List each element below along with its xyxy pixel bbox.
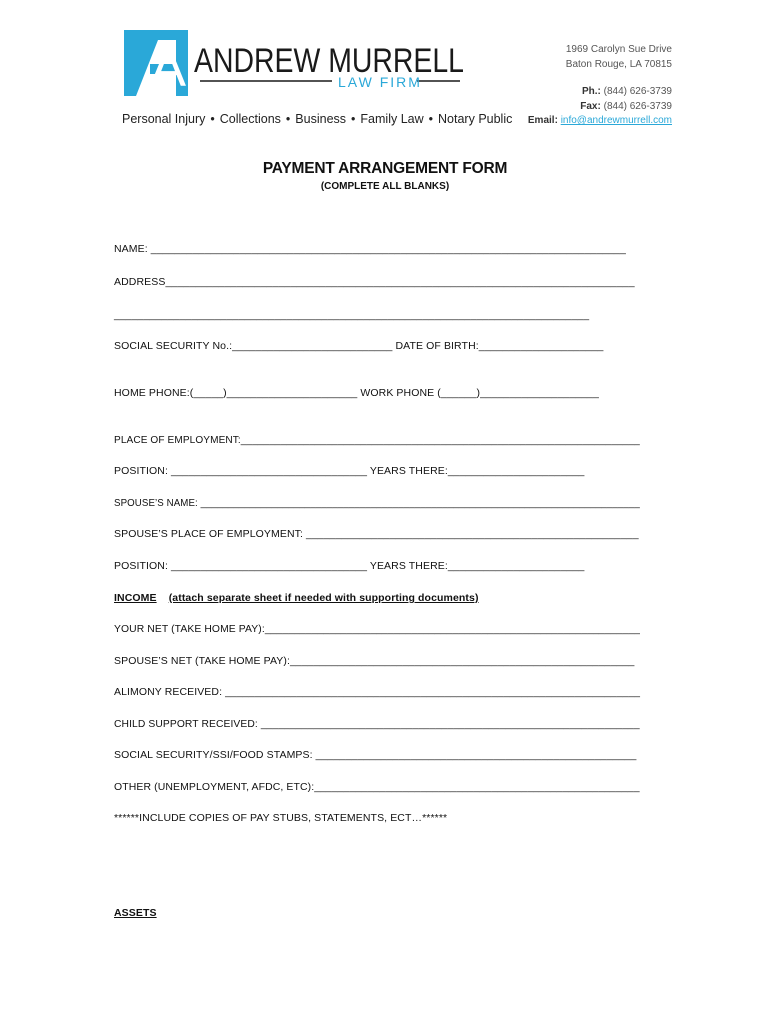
phone-label: Ph.: bbox=[581, 86, 601, 97]
phone-row bbox=[528, 85, 672, 100]
phone-value: (844) 626-3739 bbox=[603, 86, 672, 97]
bullet-icon: • bbox=[285, 112, 291, 126]
spouse-net-field[interactable]: SPOUSE’S NET (TAKE HOME PAY):__________________________________________________________ bbox=[114, 655, 635, 667]
employment-field[interactable]: PLACE OF EMPLOYMENT:______________________________________________________________________ bbox=[114, 434, 640, 446]
email-row bbox=[528, 114, 672, 129]
fax-value: (844) 626-3739 bbox=[603, 100, 672, 112]
logo-name: ANDREW MURRELL bbox=[194, 42, 464, 80]
phones-field[interactable]: HOME PHONE:(_____)______________________ WORK PHONE (______)____________________ bbox=[114, 387, 599, 399]
practice-area: Business bbox=[295, 112, 347, 126]
include-note: ******INCLUDE COPIES OF PAY STUBS, STATEMENTS, ECT…****** bbox=[114, 812, 448, 824]
bullet-icon: • bbox=[351, 112, 356, 126]
ssn-dob-field[interactable]: SOCIAL SECURITY No.:___________________________ DATE OF BIRTH:_____________________ bbox=[114, 340, 604, 352]
contact-block bbox=[528, 43, 672, 129]
spouse-employment-field[interactable]: SPOUSE’S PLACE OF EMPLOYMENT: ________________________________________________________ bbox=[114, 528, 639, 540]
bullet-icon: • bbox=[210, 112, 215, 126]
other-income-field[interactable]: OTHER (UNEMPLOYMENT, AFDC, ETC):_______________________________________________________ bbox=[114, 781, 640, 793]
practice-area: Notary Public bbox=[438, 112, 513, 126]
address-line2: Baton Rouge, LA 70815 bbox=[565, 58, 672, 70]
net-pay-field[interactable]: YOUR NET (TAKE HOME PAY):________________________________________________________________ bbox=[114, 623, 640, 635]
form-title: PAYMENT ARRANGEMENT FORM bbox=[262, 160, 508, 177]
practice-area: Personal Injury bbox=[122, 112, 206, 126]
name-field[interactable]: NAME: ________________________________________________________________________________ bbox=[114, 243, 626, 255]
email-link[interactable]: info@andrewmurrell.com bbox=[560, 115, 672, 126]
logo-sub: LAW FIRM bbox=[338, 74, 422, 90]
practice-area: Family Law bbox=[360, 112, 424, 126]
spouse-name-field[interactable]: SPOUSE’S NAME: ________________________________________________________________________________ bbox=[114, 497, 640, 509]
address-field[interactable]: ADDRESS_______________________________________________________________________________ bbox=[114, 276, 635, 288]
assets-heading: ASSETS bbox=[114, 907, 157, 919]
bullet-icon: • bbox=[428, 112, 434, 126]
alimony-field[interactable]: ALIMONY RECEIVED: ______________________________________________________________________ bbox=[114, 686, 641, 698]
income-heading: INCOME bbox=[114, 592, 157, 604]
firm-logo bbox=[122, 28, 467, 98]
fax-row bbox=[528, 100, 672, 115]
address-field-line2[interactable]: ________________________________________________________________________________ bbox=[114, 309, 590, 321]
address-line1: 1969 Carolyn Sue Drive bbox=[565, 44, 672, 55]
spouse-position-field[interactable]: POSITION: _________________________________ YEARS THERE:_______________________ bbox=[114, 560, 585, 572]
logo-letter: A bbox=[150, 38, 187, 98]
form-subtitle: (COMPLETE ALL BLANKS) bbox=[320, 181, 450, 192]
practice-areas bbox=[122, 112, 512, 126]
income-heading-row bbox=[114, 592, 479, 604]
position-field[interactable]: POSITION: _________________________________ YEARS THERE:_______________________ bbox=[114, 465, 585, 477]
email-label: Email: bbox=[527, 115, 558, 126]
child-support-field[interactable]: CHILD SUPPORT RECEIVED: _________________________________________________________________ bbox=[114, 718, 640, 730]
income-note: (attach separate sheet if needed with supporting documents) bbox=[168, 592, 479, 604]
fax-label: Fax: bbox=[580, 100, 601, 112]
practice-area: Collections bbox=[219, 112, 281, 126]
ss-ssi-field[interactable]: SOCIAL SECURITY/SSI/FOOD STAMPS: ______________________________________________________ bbox=[114, 749, 637, 761]
